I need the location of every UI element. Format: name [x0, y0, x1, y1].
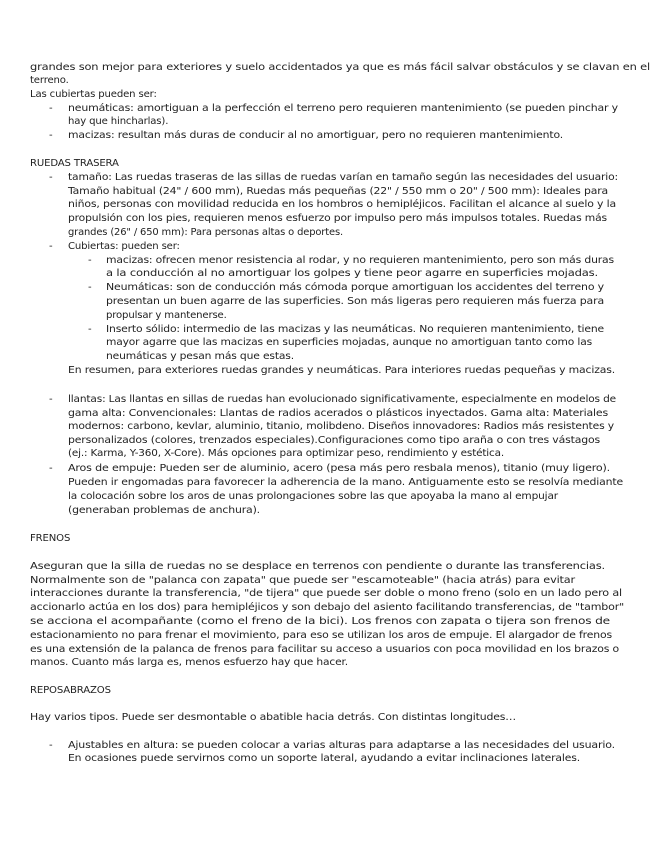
list-item: personalizados (colores, trenzados especiales).Configuraciones como tipo araña o con tres vástagos: [68, 435, 600, 446]
list-bullet: -: [49, 103, 53, 114]
list-item: neumáticas: amortiguan a la perfección el terreno pero requieren mantenimiento (se pueden pinchar y: [68, 103, 618, 114]
section-heading: FRENOS: [30, 533, 71, 544]
list-item: neumáticas y pesan más que estas.: [106, 351, 294, 362]
section-heading: REPOSABRAZOS: [30, 685, 111, 696]
list-item: Pueden ir engomadas para favorecer la adherencia de la mano. Antiguamente esto se resolvía mediante: [68, 477, 623, 488]
paragraph-line: manos. Cuanto más larga es, menos esfuerzo hay que hacer.: [30, 657, 348, 668]
list-bullet: -: [49, 740, 53, 751]
list-item: Cubiertas: pueden ser:: [68, 241, 180, 252]
list-item: macizas: resultan más duras de conducir al no amortiguar, pero no requieren mantenimiento.: [68, 130, 563, 141]
paragraph-line: accionarlo actúa en los dos) para hemipléjicos y son debajo del asiento facilitando transferencias, de "tambor": [30, 602, 624, 613]
list-item: niños, personas con movilidad reducida en los hombros o hemipléjicos. Facilitan el alcance al suelo y la: [68, 199, 616, 210]
list-item: Neumáticas: son de conducción más cómoda porque amortiguan los accidentes del terreno y: [106, 282, 604, 293]
list-bullet: -: [49, 172, 53, 183]
list-bullet: -: [49, 130, 53, 141]
list-item: presentan un buen agarre de las superficies. Son más ligeras pero requieren más fuerza para: [106, 296, 604, 307]
list-item: (generaban problemas de anchura).: [68, 505, 260, 516]
list-bullet: -: [88, 282, 92, 293]
list-item: En ocasiones puede servirnos como un soporte lateral, ayudando a evitar inclinaciones laterales.: [68, 753, 580, 764]
list-item: hay que hincharlas).: [68, 116, 169, 127]
list-bullet: -: [49, 241, 53, 252]
paragraph-line: estacionamiento no para frenar el movimiento, para eso se utilizan los aros de empuje. El alargador de frenos: [30, 630, 612, 641]
list-item: gama alta: Convencionales: Llantas de radios acerados o plásticos inyectados. Gama alta: Materiales: [68, 408, 608, 419]
list-item: tamaño: Las ruedas traseras de las sillas de ruedas varían en tamaño según las necesidades del usuario:: [68, 172, 618, 183]
paragraph-line: interacciones durante la transferencia, "de tijera" que puede ser doble o mono freno (solo en un lado pero al: [30, 588, 622, 599]
list-item: propulsión con los pies, requieren menos esfuerzo por impulso pero más impulsos totales. Ruedas más: [68, 213, 607, 224]
paragraph-line: es una extensión de la palanca de frenos para facilitar su acceso a usuarios con poca movilidad en los brazos o: [30, 644, 619, 655]
list-item: Tamaño habitual (24" / 600 mm), Ruedas más pequeñas (22" / 550 mm o 20" / 500 mm): Ideales para: [68, 186, 608, 197]
summary-line: En resumen, para exteriores ruedas grandes y neumáticas. Para interiores ruedas pequeñas y macizas.: [68, 365, 615, 376]
text-line: Las cubiertas pueden ser:: [30, 89, 157, 100]
paragraph-line: Aseguran que la silla de ruedas no se desplace en terrenos con pendiente o durante las transferencias.: [30, 561, 605, 572]
text-line: grandes son mejor para exteriores y suelo accidentados ya que es más fácil salvar obstáculos y se clavan en el: [30, 62, 650, 73]
list-bullet: -: [88, 324, 92, 335]
list-bullet: -: [49, 394, 53, 405]
list-bullet: -: [88, 255, 92, 266]
list-item: Ajustables en altura: se pueden colocar a varias alturas para adaptarse a las necesidades del usuario.: [68, 740, 615, 751]
paragraph-line: Hay varios tipos. Puede ser desmontable o abatible hacia detrás. Con distintas longitudes…: [30, 712, 516, 723]
list-item: (ej.: Karma, Y-360, X-Core). Más opciones para optimizar peso, rendimiento y estética.: [68, 448, 504, 459]
list-item: mayor agarre que las macizas en superficies mojadas, aunque no amortiguan tanto como las: [106, 337, 592, 348]
list-item: grandes (26" / 650 mm): Para personas altas o deportes.: [68, 227, 343, 238]
list-item: Aros de empuje: Pueden ser de aluminio, acero (pesa más pero resbala menos), titanio (muy ligero).: [68, 463, 610, 474]
paragraph-line: Normalmente son de "palanca con zapata" que puede ser "escamoteable" (hacia atrás) para evitar: [30, 575, 575, 586]
list-bullet: -: [49, 463, 53, 474]
section-heading: RUEDAS TRASERA: [30, 158, 119, 169]
list-item: macizas: ofrecen menor resistencia al rodar, y no requieren mantenimiento, pero son más duras: [106, 255, 614, 266]
list-item: modernos: carbono, kevlar, aluminio, titanio, molibdeno. Diseños innovadores: Radios más resistentes y: [68, 421, 614, 432]
list-item: propulsar y mantenerse.: [106, 310, 227, 321]
list-item: llantas: Las llantas en sillas de ruedas han evolucionado significativamente, especialmente en modelos de: [68, 394, 616, 405]
text-line: terreno.: [30, 75, 69, 86]
paragraph-line: se acciona el acompañante (como el freno de la bici). Los frenos con zapata o tijera son frenos de: [30, 616, 610, 627]
list-item: la colocación sobre los aros de unas prolongaciones sobre las que apoyaba la mano al empujar: [68, 491, 558, 502]
list-item: Inserto sólido: intermedio de las macizas y las neumáticas. No requieren mantenimiento, tiene: [106, 324, 604, 335]
list-item: a la conducción al no amortiguar los golpes y tiene peor agarre en superficies mojadas.: [106, 268, 598, 279]
